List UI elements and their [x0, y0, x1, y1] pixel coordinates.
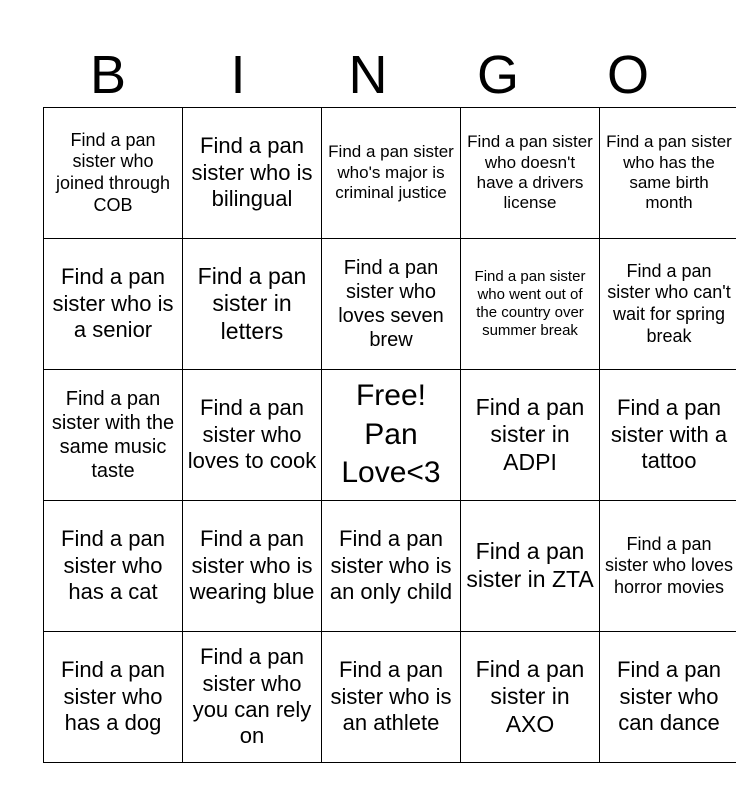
bingo-cell[interactable]: Find a pan sister who doesn't have a drivers license: [461, 108, 600, 239]
bingo-cell[interactable]: Find a pan sister who can't wait for spring break: [600, 239, 736, 370]
bingo-cell[interactable]: Find a pan sister who is an only child: [322, 501, 461, 632]
bingo-cell[interactable]: Find a pan sister in AXO: [461, 632, 600, 763]
bingo-cell[interactable]: Find a pan sister who loves to cook: [183, 370, 322, 501]
bingo-grid: [43, 107, 736, 763]
bingo-cell[interactable]: Find a pan sister who went out of the country over summer break: [461, 239, 600, 370]
bingo-cell[interactable]: Find a pan sister in ADPI: [461, 370, 600, 501]
bingo-cell[interactable]: Find a pan sister who is an athlete: [322, 632, 461, 763]
header-letter-n: N: [348, 45, 388, 105]
header-letter-i: I: [230, 45, 246, 105]
bingo-cell[interactable]: Find a pan sister who loves horror movies: [600, 501, 736, 632]
bingo-cell[interactable]: Find a pan sister with a tattoo: [600, 370, 736, 501]
bingo-cell[interactable]: Find a pan sister who's major is criminal justice: [322, 108, 461, 239]
bingo-cell[interactable]: Find a pan sister who has a cat: [44, 501, 183, 632]
bingo-cell[interactable]: Find a pan sister who is bilingual: [183, 108, 322, 239]
bingo-cell[interactable]: Find a pan sister with the same music taste: [44, 370, 183, 501]
bingo-header: [43, 44, 693, 106]
grid-row: [44, 108, 736, 239]
grid-row: [44, 370, 736, 501]
bingo-cell[interactable]: Find a pan sister who has a dog: [44, 632, 183, 763]
bingo-cell[interactable]: Find a pan sister who is a senior: [44, 239, 183, 370]
bingo-cell[interactable]: Find a pan sister in ZTA: [461, 501, 600, 632]
header-letter-o: O: [606, 45, 649, 105]
bingo-cell[interactable]: Find a pan sister who joined through COB: [44, 108, 183, 239]
bingo-cell[interactable]: Find a pan sister who can dance: [600, 632, 736, 763]
bingo-cell[interactable]: Find a pan sister who has the same birth month: [600, 108, 736, 239]
bingo-cell[interactable]: Find a pan sister who is wearing blue: [183, 501, 322, 632]
bingo-cell[interactable]: Find a pan sister in letters: [183, 239, 322, 370]
free-space-cell[interactable]: Free! Pan Love<3: [322, 370, 461, 501]
grid-row: [44, 501, 736, 632]
bingo-cell[interactable]: Find a pan sister who you can rely on: [183, 632, 322, 763]
header-letter-b: B: [89, 45, 127, 105]
grid-row: [44, 632, 736, 763]
bingo-cell[interactable]: Find a pan sister who loves seven brew: [322, 239, 461, 370]
grid-row: [44, 239, 736, 370]
header-letter-g: G: [476, 45, 519, 105]
